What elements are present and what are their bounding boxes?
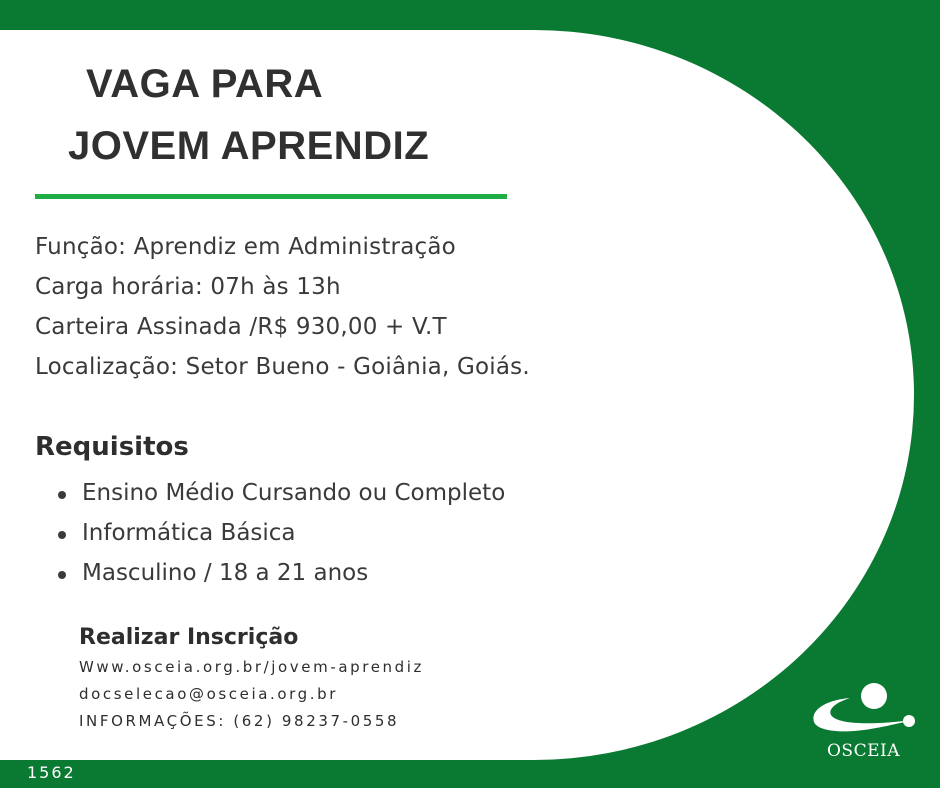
info-location: Localização: Setor Bueno - Goiânia, Goiás. — [35, 354, 530, 380]
requirement-item — [58, 520, 505, 560]
requirements-list — [58, 480, 505, 600]
requirement-item — [58, 480, 505, 520]
requirements-heading: Requisitos — [35, 432, 189, 462]
registration-phone: INFORMAÇÕES: (62) 98237-0558 — [79, 712, 400, 730]
osceia-logo — [806, 678, 921, 768]
requirement-text: Masculino / 18 a 21 anos — [82, 560, 369, 586]
bullet-icon — [58, 491, 66, 499]
info-role: Função: Aprendiz em Administração — [35, 234, 456, 260]
info-hours: Carga horária: 07h às 13h — [35, 274, 341, 300]
registration-heading: Realizar Inscrição — [79, 625, 299, 650]
registration-email: docselecao@osceia.org.br — [79, 685, 339, 703]
logo-text: OSCEIA — [827, 741, 900, 761]
registration-url: Www.osceia.org.br/jovem-aprendiz — [79, 658, 424, 676]
bullet-icon — [58, 531, 66, 539]
title-line-1: VAGA PARA — [86, 62, 324, 106]
requirement-text: Informática Básica — [82, 520, 296, 546]
requirement-item — [58, 560, 505, 600]
title-line-2: JOVEM APRENDIZ — [68, 124, 430, 168]
requirement-text: Ensino Médio Cursando ou Completo — [82, 480, 506, 506]
footer-code: 1562 — [27, 763, 76, 782]
osceia-logo-icon — [806, 678, 921, 740]
info-salary: Carteira Assinada /R$ 930,00 + V.T — [35, 314, 447, 340]
bullet-icon — [58, 571, 66, 579]
title-divider — [35, 194, 507, 199]
